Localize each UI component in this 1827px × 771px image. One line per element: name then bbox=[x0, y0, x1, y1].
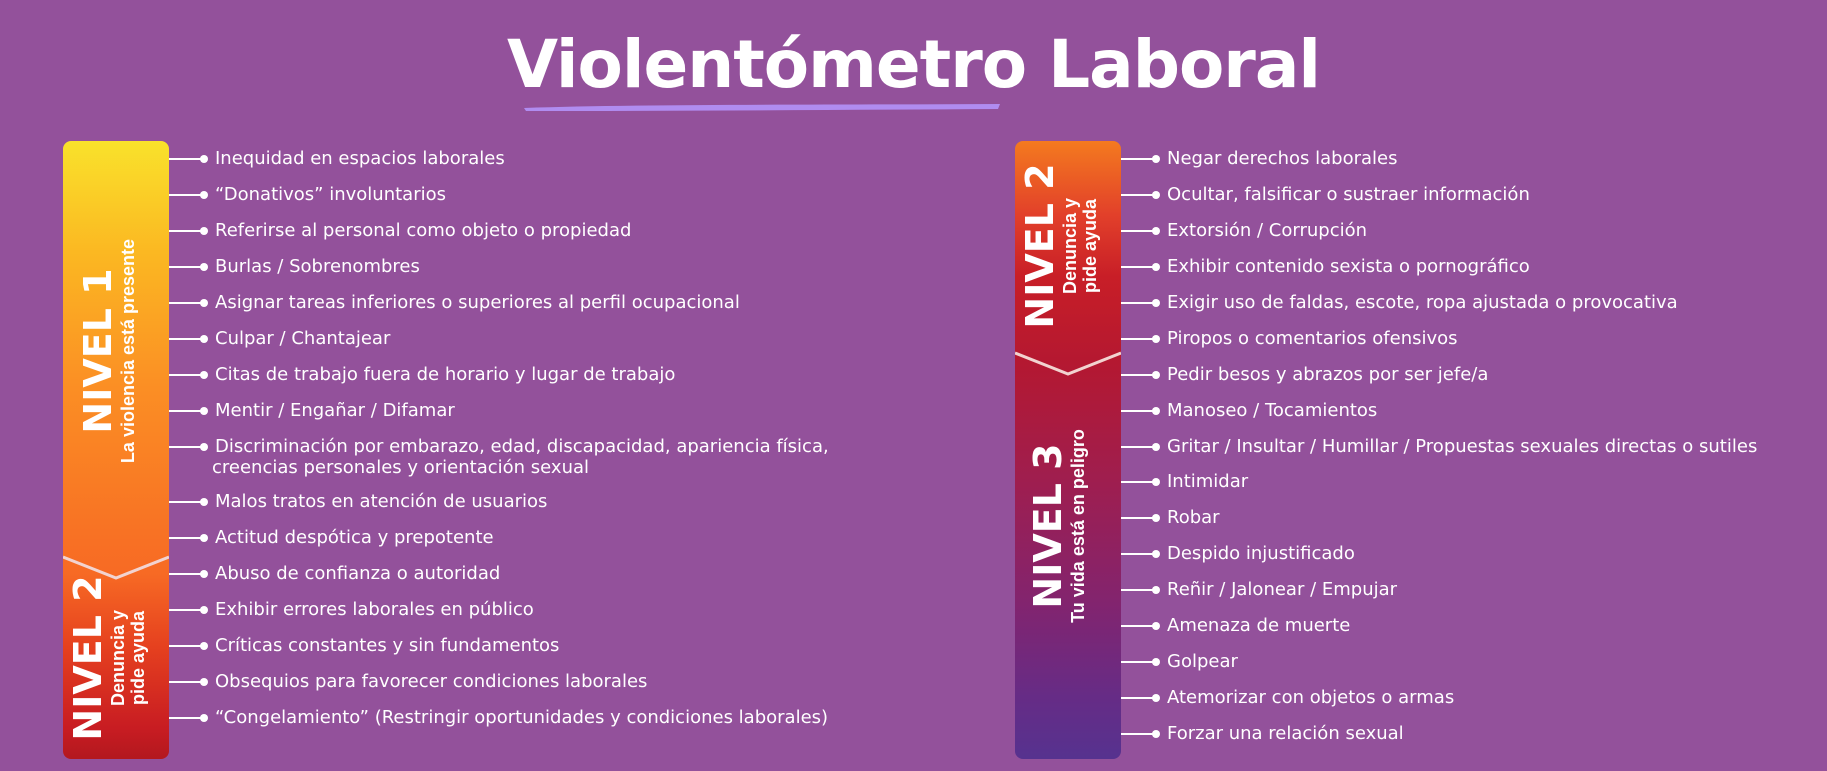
list-item-text: Intimidar bbox=[1167, 471, 1249, 492]
list-item-text: Forzar una relación sexual bbox=[1167, 723, 1404, 744]
nivel-1-desc: La violencia está presente bbox=[118, 238, 138, 464]
list-item-text: Malos tratos en atención de usuarios bbox=[215, 491, 548, 512]
list-item bbox=[1121, 471, 1248, 492]
violentometro-bar-right bbox=[1015, 141, 1121, 759]
list-item bbox=[169, 184, 446, 205]
bullet-icon bbox=[1152, 622, 1160, 630]
bullet-icon bbox=[200, 335, 208, 343]
nivel-2-desc-line2-right: pide ayuda bbox=[1080, 198, 1100, 294]
list-item-text: “Congelamiento” (Restringir oportunidades y condiciones laborales) bbox=[215, 707, 829, 728]
list-item bbox=[169, 292, 740, 313]
nivel-3-desc: Tu vida está en peligro bbox=[1068, 429, 1088, 623]
list-item-connector bbox=[169, 446, 204, 448]
list-item-connector bbox=[1121, 410, 1156, 412]
title-underline bbox=[522, 101, 1002, 113]
bullet-icon bbox=[200, 498, 208, 506]
list-item-connector bbox=[1121, 230, 1156, 232]
list-item-connector bbox=[1121, 194, 1156, 196]
list-item bbox=[169, 328, 390, 349]
list-item-text: Amenaza de muerte bbox=[1167, 615, 1351, 636]
list-item bbox=[1121, 507, 1220, 528]
list-item bbox=[1121, 615, 1350, 636]
list-item bbox=[1121, 651, 1238, 672]
nivel-2-desc-line1-right: Denuncia y bbox=[1060, 197, 1080, 295]
list-item-text: Manoseo / Tocamientos bbox=[1167, 400, 1378, 421]
list-item bbox=[169, 671, 647, 692]
nivel-1-label bbox=[78, 201, 158, 501]
bullet-icon bbox=[1152, 730, 1160, 738]
list-item-connector bbox=[1121, 374, 1156, 376]
bullet-icon bbox=[200, 534, 208, 542]
list-item bbox=[1121, 220, 1367, 241]
list-item-text: Exigir uso de faldas, escote, ropa ajustada o provocativa bbox=[1167, 292, 1678, 313]
list-item-text: Robar bbox=[1167, 507, 1220, 528]
list-item-text-line2: creencias personales y orientación sexual bbox=[212, 457, 590, 478]
list-item-connector bbox=[169, 338, 204, 340]
list-item-connector bbox=[1121, 625, 1156, 627]
list-item-connector bbox=[1121, 266, 1156, 268]
list-item bbox=[169, 491, 547, 512]
bullet-icon bbox=[200, 570, 208, 578]
nivel-3-label bbox=[1028, 396, 1108, 656]
list-item-text: Burlas / Sobrenombres bbox=[215, 256, 420, 277]
bullet-icon bbox=[1152, 550, 1160, 558]
page-title: Violentómetro Laboral bbox=[507, 26, 1320, 103]
bullet-icon bbox=[1152, 478, 1160, 486]
nivel-2-label-left bbox=[64, 553, 168, 759]
bullet-icon bbox=[1152, 299, 1160, 307]
bullet-icon bbox=[200, 407, 208, 415]
nivel-2-title-right: NIVEL 2 bbox=[1018, 163, 1062, 329]
list-item-connector bbox=[1121, 589, 1156, 591]
list-item bbox=[169, 148, 505, 169]
bullet-icon bbox=[1152, 586, 1160, 594]
bullet-icon bbox=[1152, 191, 1160, 199]
bullet-icon bbox=[200, 263, 208, 271]
list-item-text: Abuso de confianza o autoridad bbox=[215, 563, 501, 584]
list-item-connector bbox=[1121, 733, 1156, 735]
list-item bbox=[1121, 364, 1488, 385]
nivel-2-desc-line1-left: Denuncia y bbox=[108, 609, 128, 707]
bullet-icon bbox=[1152, 227, 1160, 235]
nivel-1-title: NIVEL 1 bbox=[76, 268, 120, 434]
list-item bbox=[1121, 400, 1377, 421]
bullet-icon bbox=[200, 299, 208, 307]
list-item-connector bbox=[169, 573, 204, 575]
list-item-text: Asignar tareas inferiores o superiores al perfil ocupacional bbox=[215, 292, 740, 313]
list-item-connector bbox=[1121, 553, 1156, 555]
list-item bbox=[169, 599, 534, 620]
bullet-icon bbox=[1152, 407, 1160, 415]
list-item bbox=[169, 364, 675, 385]
list-item-text: Reñir / Jalonear / Empujar bbox=[1167, 579, 1398, 600]
nivel-2-title-left: NIVEL 2 bbox=[66, 575, 110, 741]
list-item-text: Referirse al personal como objeto o propiedad bbox=[215, 220, 632, 241]
list-item-text: Pedir besos y abrazos por ser jefe/a bbox=[1167, 364, 1489, 385]
list-item-text: Culpar / Chantajear bbox=[215, 328, 391, 349]
bullet-icon bbox=[1152, 335, 1160, 343]
list-item bbox=[169, 707, 828, 728]
list-item-connector bbox=[1121, 697, 1156, 699]
bullet-icon bbox=[200, 714, 208, 722]
list-item bbox=[1121, 687, 1454, 708]
list-item bbox=[169, 635, 559, 656]
list-item-text: Críticas constantes y sin fundamentos bbox=[215, 635, 560, 656]
bullet-icon bbox=[200, 443, 208, 451]
list-item bbox=[1121, 436, 1757, 457]
list-item bbox=[169, 256, 420, 277]
list-item-text: Exhibir contenido sexista o pornográfico bbox=[1167, 256, 1530, 277]
bullet-icon bbox=[200, 227, 208, 235]
list-item-connector bbox=[169, 230, 204, 232]
bullet-icon bbox=[200, 191, 208, 199]
list-item bbox=[1121, 579, 1397, 600]
list-item-text: Discriminación por embarazo, edad, discapacidad, apariencia física, bbox=[215, 436, 829, 457]
list-item-text: Negar derechos laborales bbox=[1167, 148, 1398, 169]
list-item-text: Citas de trabajo fuera de horario y lugar de trabajo bbox=[215, 364, 676, 385]
list-item-text: Mentir / Engañar / Difamar bbox=[215, 400, 455, 421]
list-item-connector bbox=[169, 302, 204, 304]
bullet-icon bbox=[200, 642, 208, 650]
list-item bbox=[169, 563, 500, 584]
list-item bbox=[1121, 184, 1530, 205]
bullet-icon bbox=[200, 606, 208, 614]
list-item-text: Atemorizar con objetos o armas bbox=[1167, 687, 1455, 708]
list-item-connector bbox=[1121, 158, 1156, 160]
list-item bbox=[1121, 328, 1458, 349]
list-item-text: Inequidad en espacios laborales bbox=[215, 148, 505, 169]
list-item bbox=[1121, 543, 1355, 564]
list-item-connector bbox=[169, 374, 204, 376]
list-item-text: Piropos o comentarios ofensivos bbox=[1167, 328, 1458, 349]
list-item bbox=[169, 400, 455, 421]
list-item-text: Actitud despótica y prepotente bbox=[215, 527, 494, 548]
violentometro-bar-left bbox=[63, 141, 169, 759]
nivel-2-desc-line2-left: pide ayuda bbox=[128, 610, 148, 706]
level-divider-chevron bbox=[1015, 351, 1121, 377]
list-item-connector bbox=[1121, 661, 1156, 663]
list-item-connector bbox=[169, 158, 204, 160]
bullet-icon bbox=[200, 678, 208, 686]
list-item-connector bbox=[169, 501, 204, 503]
list-item-connector bbox=[169, 537, 204, 539]
list-item-text: Ocultar, falsificar o sustraer información bbox=[1167, 184, 1530, 205]
bullet-icon bbox=[1152, 443, 1160, 451]
nivel-3-title: NIVEL 3 bbox=[1026, 443, 1070, 609]
list-item-connector bbox=[1121, 302, 1156, 304]
list-item-connector bbox=[1121, 338, 1156, 340]
bullet-icon bbox=[1152, 263, 1160, 271]
list-item bbox=[169, 436, 829, 478]
bullet-icon bbox=[1152, 514, 1160, 522]
bullet-icon bbox=[1152, 155, 1160, 163]
list-item-connector bbox=[1121, 446, 1156, 448]
bullet-icon bbox=[1152, 658, 1160, 666]
list-item-text: Golpear bbox=[1167, 651, 1238, 672]
list-item bbox=[169, 220, 631, 241]
list-item-connector bbox=[169, 717, 204, 719]
list-item bbox=[1121, 723, 1404, 744]
list-item-text: Obsequios para favorecer condiciones laborales bbox=[215, 671, 648, 692]
list-item-text: “Donativos” involuntarios bbox=[215, 184, 447, 205]
bullet-icon bbox=[1152, 694, 1160, 702]
list-item-connector bbox=[169, 681, 204, 683]
list-item bbox=[1121, 256, 1530, 277]
list-item bbox=[1121, 292, 1678, 313]
list-item-connector bbox=[169, 410, 204, 412]
list-item-connector bbox=[169, 266, 204, 268]
list-item-text: Despido injustificado bbox=[1167, 543, 1355, 564]
bullet-icon bbox=[200, 371, 208, 379]
list-item-connector bbox=[1121, 517, 1156, 519]
list-item-connector bbox=[169, 194, 204, 196]
list-item-text: Exhibir errores laborales en público bbox=[215, 599, 534, 620]
list-item-connector bbox=[1121, 481, 1156, 483]
bullet-icon bbox=[1152, 371, 1160, 379]
list-item-connector bbox=[169, 609, 204, 611]
nivel-2-label-right bbox=[1016, 141, 1120, 351]
list-item bbox=[169, 527, 494, 548]
list-item-text: Gritar / Insultar / Humillar / Propuestas sexuales directas o sutiles bbox=[1167, 436, 1758, 457]
list-item-text: Extorsión / Corrupción bbox=[1167, 220, 1368, 241]
list-item-connector bbox=[169, 645, 204, 647]
list-item bbox=[1121, 148, 1397, 169]
bullet-icon bbox=[200, 155, 208, 163]
